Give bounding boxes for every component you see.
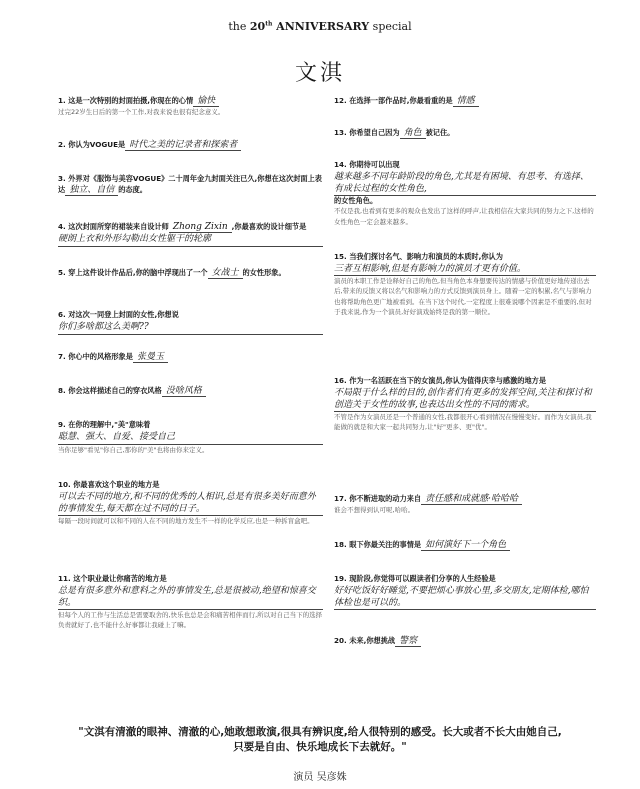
quote-attribution: 演员 吴彦姝: [293, 772, 347, 783]
question-8: 8. 你会这样描述自己的穿衣风格 没啥风格: [58, 386, 323, 397]
question-15: 15. 当我们探讨名气、影响力和演员的本质时,你认为 三者互相影响,但是有影响力的演员才更有价值。 演员的本职工作是诠释好自己的角色,但当角色本身想要传达的情感与价值更好地传递出去后,带来的反馈又将以名气和影响力的方式反馈到演员身上。随着一定的积累,名气与影响力也将帮助角色更广地被看到。在当下这个时代,一定程度上很难说哪个因素是不重要的,但对于我来说,作为一个演员,好好演戏始终是我的第一顺位。: [334, 252, 596, 318]
question-11: 11. 这个职业最让你痛苦的地方是 总是有很多意外和意料之外的事情发生,总是很被动,绝望和惊喜交织。 但每个人的工作与生活总是需要取舍的,快乐也总是会和痛苦相伴而行,所以对自己当下的选择负责就好了,也不能什么好事都让我碰上了嘛。: [58, 574, 323, 629]
question-1: 1. 这是一次特别的封面拍摄,你现在的心情 愉快 过完22岁生日后的第一个工作,对我来说也很有纪念意义。: [58, 96, 225, 116]
question-20: 20. 未来,你想挑战 警察: [334, 636, 596, 647]
question-12: 12. 在选择一部作品时,你最看重的是 情感: [334, 96, 596, 107]
magazine-header: the 20th ANNIVERSARY special: [228, 20, 412, 33]
question-17: 17. 你不断进取的动力来自 责任感和成就感·哈哈哈 谁会不想得到认可呢,哈哈。: [334, 494, 596, 515]
question-16: 16. 作为一名活跃在当下的女演员,你认为值得庆幸与感激的地方是 不局限于什么样的目的,创作者们有更多的发挥空间,关注和探讨和创造关于女性的故事,也表达出女性的不同的需求。 不管是作为女演员还是一个普通的女性,我都很开心看到情况在慢慢变好。而作为女演员,我能做的就是和大家一起共同努力,让"好"更多、更"优"。: [334, 376, 596, 433]
question-5: 5. 穿上这件设计作品后,你的脑中浮现出了一个 女战士 的女性形象。: [58, 268, 286, 278]
question-6: 6. 对这次一同登上封面的女性,你想说 你们多啥都这么美啊??: [58, 310, 323, 335]
question-19: 19. 现阶段,你觉得可以跟读者们分享的人生经验是 好好吃饭好好睡觉,不要把烦心事放心里,多交朋友,定期体检,哪怕体检也是可以的。: [334, 574, 596, 610]
question-4: 4. 这次封面所穿的裙装来自设计师 Zhong Zixin ,你最喜欢的设计细节是 硬朗上衣和外形勾勒出女性躯干的轮廓: [58, 222, 323, 247]
endorsement-quote: "文淇有清澈的眼神、清澈的心,她敢想敢演,很具有辨识度,给人很特别的感受。长大或者不长大由她自己, 只要是自由、快乐地成长下去就好。": [78, 726, 562, 753]
question-13: 13. 你希望自己因为 角色 被记住。: [334, 128, 455, 138]
question-9: 9. 在你的理解中,"美"意味着 聪慧、强大、自爱、接受自己 当你足够"看见"你自己,那你的"美"也将由你来定义。: [58, 420, 323, 455]
question-3: 3. 外界对《服饰与美容VOGUE》二十周年金九封面关注已久,你想在这次封面上表达 独立、自信 的态度。: [58, 174, 322, 195]
question-18: 18. 眼下你最关注的事情是 如何演好下一个角色: [334, 540, 596, 551]
question-10: 10. 你最喜欢这个职业的地方是 可以去不同的地方,和不同的优秀的人相识,总是有很多美好而意外的事情发生,每天都在过不同的日子。 每隔一段时间就可以和不同的人在不同的地方发生不一样的化学反应,也是一种拆盲盒吧。: [58, 480, 323, 526]
question-14: 14. 你期待可以出现 越来越多不同年龄阶段的角色,尤其是有困境、有思考、有选择、有成长过程的女性角色, 的女性角色。 不仅是我,也看到有更多的观众也发出了这样的呼声,让我相信在大家共同的努力之下,这样的女性角色一定会越来越多。: [334, 160, 596, 227]
question-2: 2. 你认为VOGUE是 时代之美的记录者和探索者: [58, 140, 323, 151]
question-7: 7. 你心中的风格形象是 张曼玉: [58, 352, 323, 363]
page-title: 文淇: [294, 61, 345, 86]
